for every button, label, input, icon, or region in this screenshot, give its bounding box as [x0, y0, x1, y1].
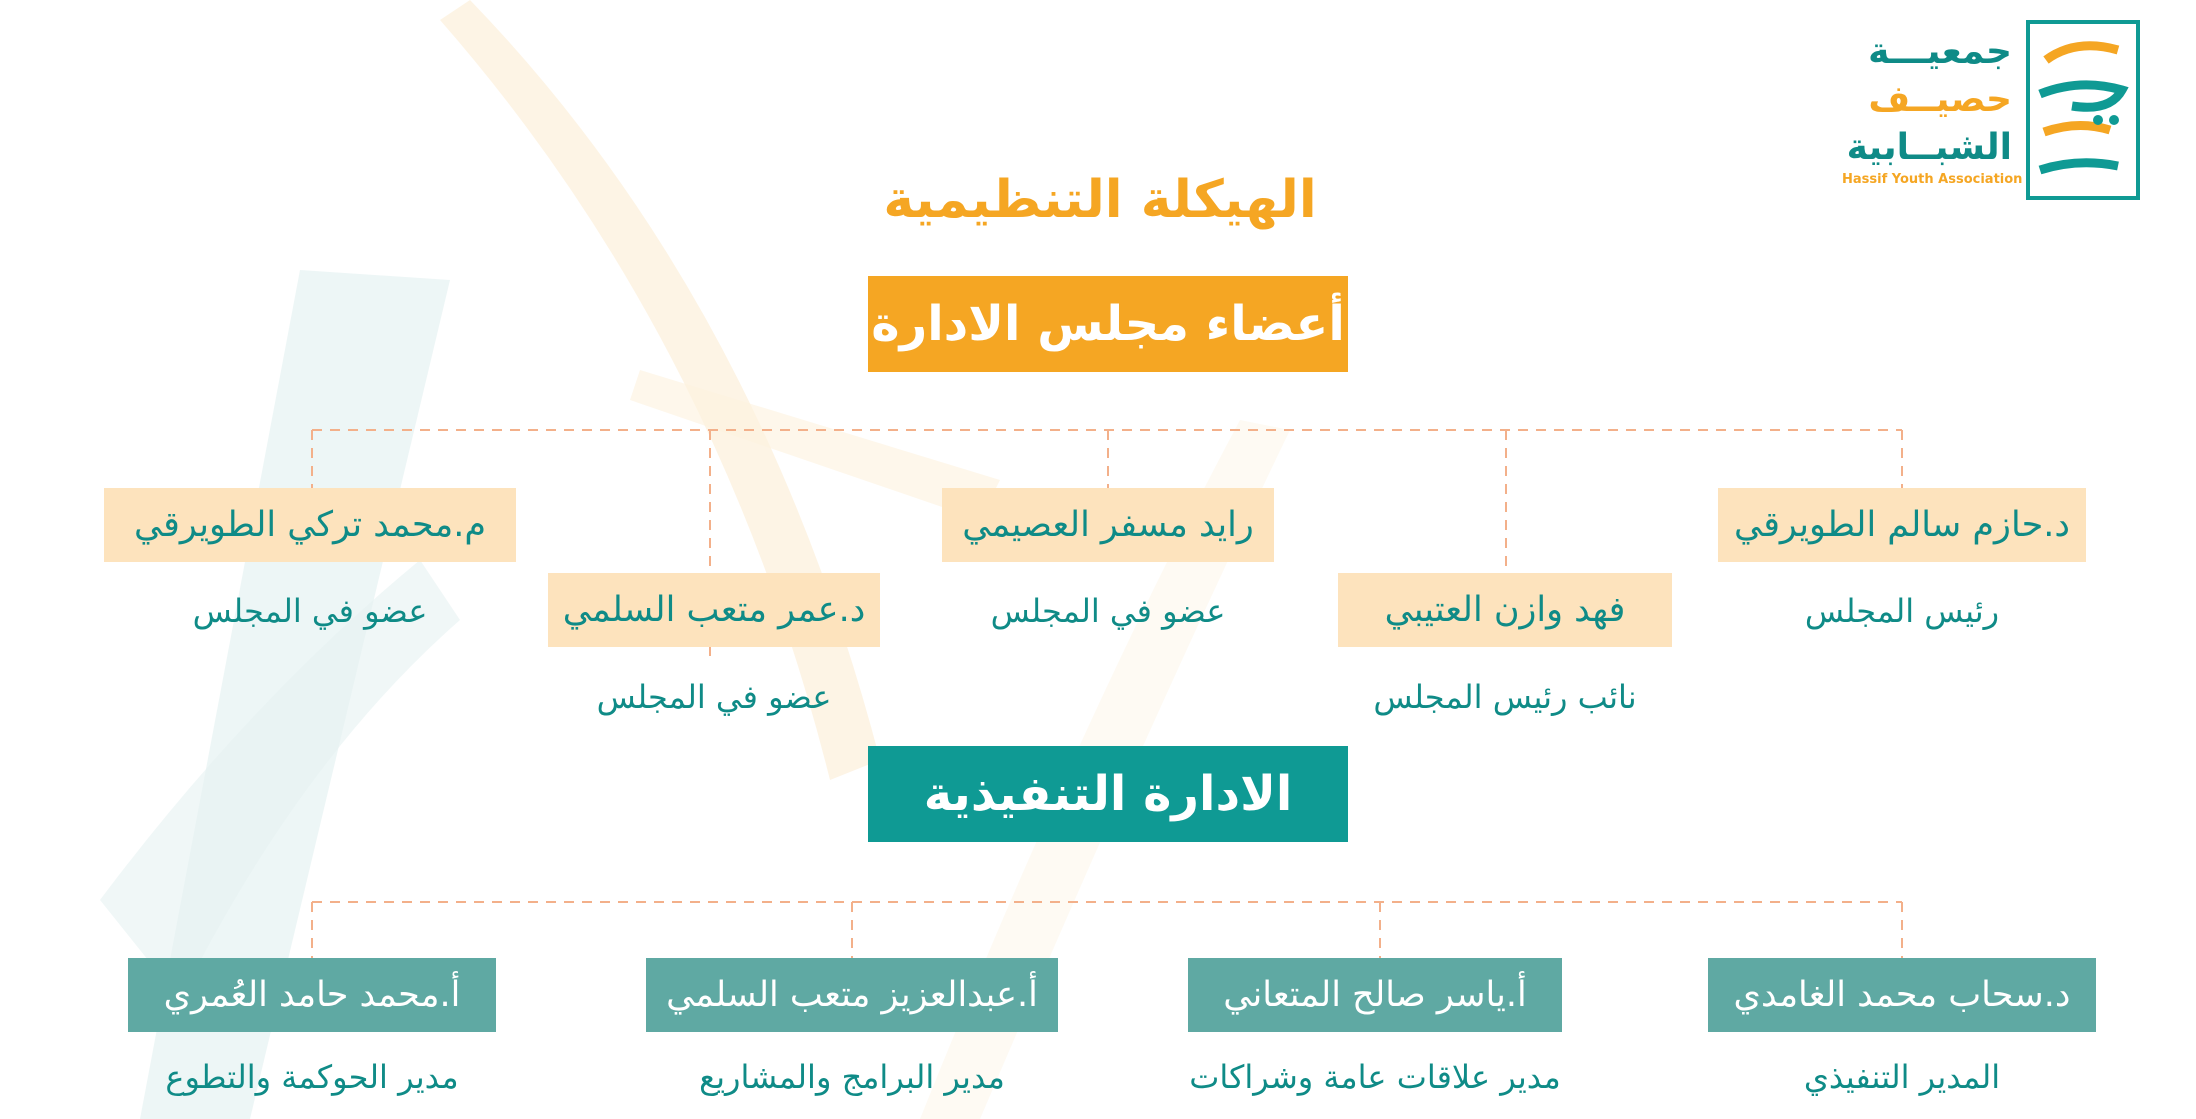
board-member-role: عضو في المجلس [990, 592, 1226, 630]
board-member-name: د.حازم سالم الطويرقي [1718, 488, 2086, 562]
board-member-name: د.عمر متعب السلمي [548, 573, 880, 647]
executive-section-header: الادارة التنفيذية [868, 746, 1348, 842]
logo-english-name: Hassif Youth Association [1842, 172, 2023, 187]
board-member-role: رئيس المجلس [1804, 592, 2000, 630]
logo-mark-icon [2026, 20, 2140, 200]
logo-text-line: جمعيـــة [1868, 31, 2012, 72]
board-member-name: رايد مسفر العصيمي [942, 488, 1274, 562]
executive-member-name: أ.محمد حامد العُمري [128, 958, 496, 1032]
executive-member-name: أ.ياسر صالح المتعاني [1188, 958, 1562, 1032]
board-member-role: نائب رئيس المجلس [1373, 678, 1637, 716]
executive-member-name: أ.عبدالعزيز متعب السلمي [646, 958, 1058, 1032]
association-logo [1840, 20, 2140, 200]
executive-member-role: مدير البرامج والمشاريع [699, 1058, 1005, 1096]
executive-member-name: د.سحاب محمد الغامدي [1708, 958, 2096, 1032]
board-section-header: أعضاء مجلس الادارة [868, 276, 1348, 372]
executive-member-role: المدير التنفيذي [1803, 1058, 2001, 1096]
executive-member-role: مدير علاقات عامة وشراكات [1189, 1058, 1561, 1096]
logo-text-line: حصيــف [1868, 79, 2012, 120]
board-member-name: فهد وازن العتيبي [1338, 573, 1672, 647]
page-title: الهيكلة التنظيمية [883, 170, 1317, 230]
board-member-role: عضو في المجلس [596, 678, 832, 716]
board-member-role: عضو في المجلس [192, 592, 428, 630]
logo-text-line: الشبــابية [1846, 127, 2012, 168]
board-member-name: م.محمد تركي الطويرقي [104, 488, 516, 562]
executive-member-role: مدير الحوكمة والتطوع [165, 1058, 459, 1096]
